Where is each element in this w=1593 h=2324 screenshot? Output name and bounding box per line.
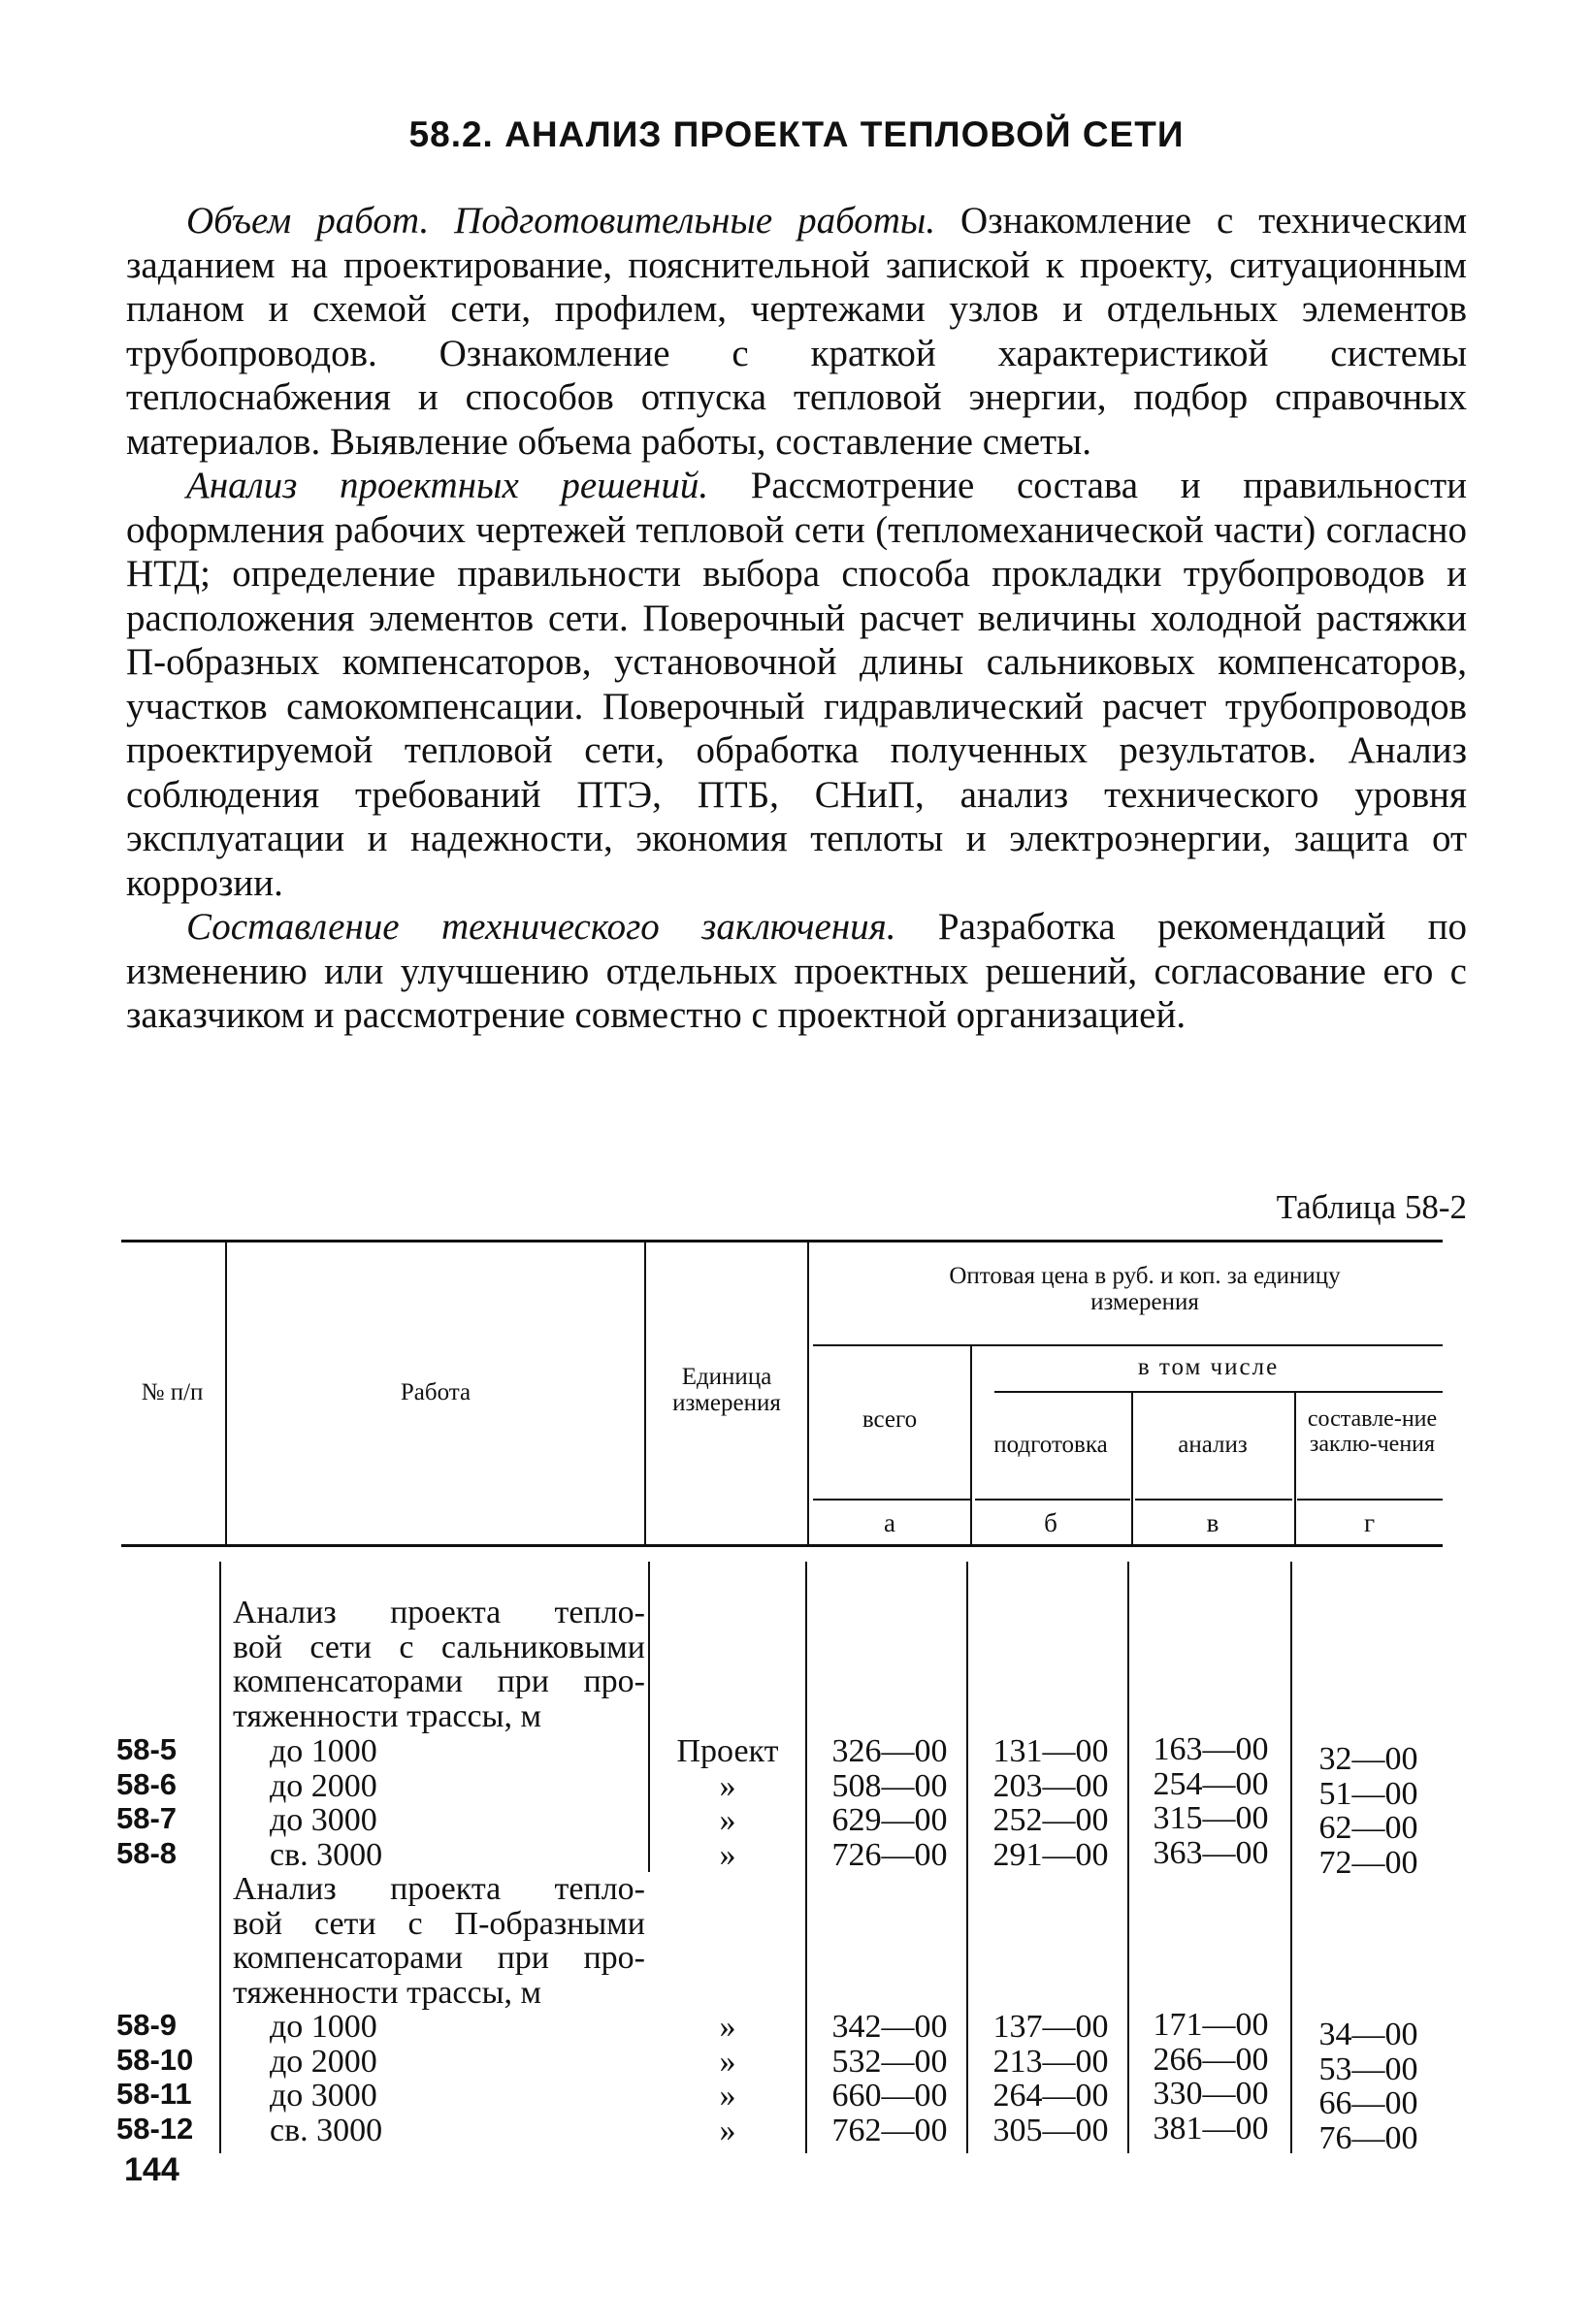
header-conclusion: составле-ние заклю-чения xyxy=(1307,1406,1438,1457)
description-line: вой сети с сальниковыми xyxy=(233,1629,645,1665)
group-2-totals xyxy=(811,2010,968,2147)
row-total: 342—00 xyxy=(831,2009,948,2045)
row-analysis: 163—00 xyxy=(1153,1731,1269,1767)
row-work: до 1000 xyxy=(270,1733,377,1769)
paragraph-lead: Анализ проектных решений. xyxy=(186,465,709,506)
row-total: 629—00 xyxy=(831,1802,948,1839)
row-total: 726—00 xyxy=(831,1836,948,1873)
row-prep: 291—00 xyxy=(992,1836,1109,1873)
row-unit: » xyxy=(719,2009,736,2045)
header-num: № п/п xyxy=(141,1379,204,1405)
row-number: 58-9 xyxy=(116,2008,178,2042)
header-rule-price xyxy=(813,1344,1443,1346)
row-unit: » xyxy=(719,1836,736,1873)
col-divider-3 xyxy=(807,1242,809,1544)
group-1-works xyxy=(233,1734,660,1872)
row-conclusion: 72—00 xyxy=(1318,1844,1418,1881)
row-analysis: 381—00 xyxy=(1153,2110,1269,2146)
description-line: вой сети с П-образными xyxy=(233,1905,645,1942)
row-unit: » xyxy=(719,2112,736,2148)
description-line: Анализ проекта тепло- xyxy=(233,1595,645,1630)
row-prep: 203—00 xyxy=(992,1767,1109,1804)
row-analysis: 315—00 xyxy=(1153,1800,1269,1837)
row-unit: Проект xyxy=(676,1733,779,1769)
row-conclusion: 76—00 xyxy=(1318,2119,1418,2156)
group-2-units xyxy=(650,2010,805,2147)
row-total: 326—00 xyxy=(831,1733,948,1769)
group-2-conclusion xyxy=(1294,2017,1443,2155)
description-line: тяженности трассы, м xyxy=(233,1697,541,1734)
body-divider-1 xyxy=(219,1562,221,2153)
row-total: 532—00 xyxy=(831,2043,948,2080)
row-conclusion: 51—00 xyxy=(1318,1775,1418,1812)
row-conclusion: 34—00 xyxy=(1318,2017,1418,2052)
body-divider-6 xyxy=(1290,1562,1292,2153)
row-prep: 252—00 xyxy=(992,1802,1109,1839)
row-conclusion: 53—00 xyxy=(1318,2050,1418,2087)
description-line: тяженности трассы, м xyxy=(233,1974,541,2011)
row-work: до 1000 xyxy=(270,2009,377,2045)
column-letter-c: в xyxy=(1206,1508,1219,1537)
group-2-description xyxy=(233,1872,645,2010)
paragraph-lead: Составление технического заключения. xyxy=(186,906,896,948)
header-work: Работа xyxy=(400,1379,471,1405)
row-unit: » xyxy=(719,2078,736,2114)
paragraph-lead: Объем работ. Подготовительные работы. xyxy=(186,200,936,242)
row-number: 58-8 xyxy=(116,1835,178,1870)
group-1-prep xyxy=(972,1734,1129,1872)
description-line: компенсаторами при про- xyxy=(233,1663,645,1700)
row-conclusion: 66—00 xyxy=(1318,2085,1418,2122)
row-work: св. 3000 xyxy=(270,1836,383,1873)
table-caption: Таблица 58-2 xyxy=(1276,1188,1467,1226)
row-number: 58-6 xyxy=(116,1766,178,1801)
section-title: 58.2. АНАЛИЗ ПРОЕКТА ТЕПЛОВОЙ СЕТИ xyxy=(408,114,1185,154)
row-work: св. 3000 xyxy=(270,2112,383,2148)
row-analysis: 330—00 xyxy=(1153,2076,1269,2113)
header-prep: подготовка xyxy=(993,1432,1108,1458)
description-line: Анализ проекта тепло- xyxy=(233,1871,645,1907)
paragraph-text: Рассмотрение состава и правильности оформления рабочих чертежей тепловой сети (тепломеханической части) согласно НТД; определение правильности выбора способа прокладки трубопроводов и расположения элементов сети. Поверочный расчет величины холодной растяжки П-образных компенсаторов, установочной длины сальниковых компенсаторов, участков самокомпенсации. Поверочный гидравлический расчет трубопроводов проектируемой тепловой сети, обработка полученных результатов. Анализ соблюдения требований ПТЭ, ПТБ, СНиП, анализ технического уровня эксплуатации и надежности, экономия теплоты и электроэнергии, защита от коррозии. xyxy=(126,465,1468,904)
row-number: 58-12 xyxy=(116,2111,194,2146)
header-rule-letters-a xyxy=(813,1499,970,1501)
group-1-analysis xyxy=(1131,1732,1290,1870)
header-bottom-rule xyxy=(121,1544,1443,1547)
row-work: до 2000 xyxy=(270,2043,377,2080)
header-rule-letters-b xyxy=(975,1499,1130,1501)
group-1-conclusion xyxy=(1294,1742,1443,1880)
body-divider-3 xyxy=(805,1562,807,2153)
group-1-numbers xyxy=(116,1732,213,1870)
row-total: 660—00 xyxy=(831,2078,948,2114)
header-rule-letters-d xyxy=(1297,1499,1443,1501)
group-2-works xyxy=(233,2010,660,2147)
paragraph-text: Разработка рекомендаций по изменению или улучшению отдельных проектных решений, согласование его с заказчиком и рассмотрение совместно с проектной организацией. xyxy=(126,906,1467,1036)
group-2-prep xyxy=(972,2010,1129,2147)
row-prep: 137—00 xyxy=(992,2009,1109,2045)
group-2-analysis xyxy=(1131,2008,1290,2146)
column-letter-d: г xyxy=(1363,1508,1376,1537)
header-rule-letters-c xyxy=(1135,1499,1292,1501)
row-work: до 3000 xyxy=(270,1802,377,1839)
row-conclusion: 62—00 xyxy=(1318,1810,1418,1847)
row-prep: 131—00 xyxy=(992,1733,1109,1769)
row-analysis: 171—00 xyxy=(1153,2007,1269,2043)
row-total: 508—00 xyxy=(831,1767,948,1804)
col-divider-2 xyxy=(644,1242,646,1544)
row-analysis: 266—00 xyxy=(1153,2041,1269,2078)
group-1-totals xyxy=(811,1734,968,1872)
column-letter-a: а xyxy=(884,1508,895,1537)
description-line: компенсаторами при про- xyxy=(233,1940,645,1977)
row-unit: » xyxy=(719,1802,736,1839)
group-1-description xyxy=(233,1596,645,1733)
column-letter-b: б xyxy=(1044,1508,1057,1537)
header-total: всего xyxy=(862,1406,918,1433)
row-prep: 213—00 xyxy=(992,2043,1109,2080)
header-analysis: анализ xyxy=(1178,1432,1248,1458)
row-number: 58-5 xyxy=(116,1732,178,1766)
row-conclusion: 32—00 xyxy=(1318,1741,1418,1777)
header-price-group: Оптовая цена в руб. и коп. за единицу измерения xyxy=(949,1263,1341,1315)
row-prep: 305—00 xyxy=(992,2112,1109,2148)
row-prep: 264—00 xyxy=(992,2078,1109,2114)
row-number: 58-7 xyxy=(116,1801,178,1836)
header-rule-including xyxy=(994,1391,1443,1393)
row-number: 58-11 xyxy=(116,2077,192,2112)
row-analysis: 363—00 xyxy=(1153,1834,1269,1871)
row-analysis: 254—00 xyxy=(1153,1765,1269,1802)
paragraph-text: Ознакомление с техническим заданием на проектирование, пояснительной запиской к проекту, ситуационным планом и схемой сети, профилем, чертежами узлов и отдельных элементов трубопроводов. Ознакомление с краткой характеристикой системы теплоснабжения и способов отпуска тепловой энергии, подбор справочных материалов. Выявление объема работы, составление сметы. xyxy=(126,200,1468,463)
row-unit: » xyxy=(719,1767,736,1804)
group-1-units xyxy=(650,1734,805,1872)
row-number: 58-10 xyxy=(116,2042,194,2077)
col-divider-1 xyxy=(225,1242,227,1544)
row-work: до 3000 xyxy=(270,2078,377,2114)
header-including: в том числе xyxy=(1137,1354,1280,1380)
table-top-rule xyxy=(121,1240,1443,1243)
group-2-numbers xyxy=(116,2008,213,2146)
header-unit: Единица измерения xyxy=(672,1364,781,1416)
row-unit: » xyxy=(719,2043,736,2080)
row-work: до 2000 xyxy=(270,1767,377,1804)
row-total: 762—00 xyxy=(831,2112,948,2148)
page-number: 144 xyxy=(124,2151,179,2188)
